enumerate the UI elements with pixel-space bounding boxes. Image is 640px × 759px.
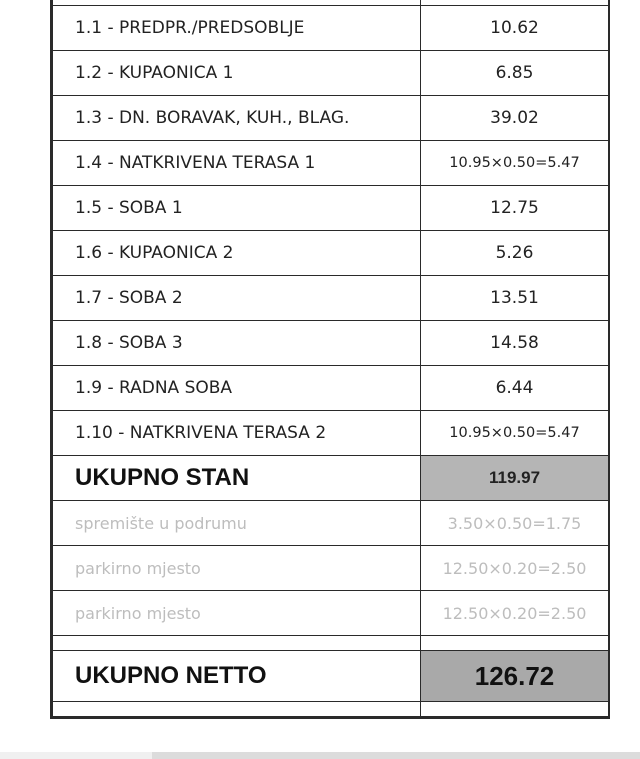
room-area: 39.02	[421, 96, 609, 141]
table-row	[53, 231, 609, 276]
table-row	[53, 141, 609, 186]
room-label: 1.8 - SOBA 3	[53, 321, 421, 366]
room-label: 1.5 - SOBA 1	[53, 186, 421, 231]
room-label: 1.2 - KUPAONICA 1	[53, 51, 421, 96]
room-area: 6.44	[421, 366, 609, 411]
total-apartment-value: 119.97	[421, 456, 609, 501]
table-row	[53, 6, 609, 51]
room-area: 12.75	[421, 186, 609, 231]
room-area: 10.95×0.50=5.47	[421, 141, 609, 186]
table-cell	[421, 702, 609, 717]
total-apartment-label: UKUPNO STAN	[53, 456, 421, 501]
table-cell	[421, 636, 609, 651]
total-net-value: 126.72	[421, 651, 609, 702]
total-apartment-row	[53, 456, 609, 501]
table-cell	[53, 702, 421, 717]
room-area: 5.26	[421, 231, 609, 276]
room-label: 1.1 - PREDPR./PREDSOBLJE	[53, 6, 421, 51]
table-row	[53, 186, 609, 231]
area-table-sheet	[50, 0, 610, 719]
room-label: 1.3 - DN. BORAVAK, KUH., BLAG.	[53, 96, 421, 141]
extra-area: 3.50×0.50=1.75	[421, 501, 609, 546]
room-label: 1.9 - RADNA SOBA	[53, 366, 421, 411]
room-label: 1.7 - SOBA 2	[53, 276, 421, 321]
room-area-table	[52, 0, 609, 717]
room-label: 1.10 - NATKRIVENA TERASA 2	[53, 411, 421, 456]
table-row	[53, 51, 609, 96]
extra-label: parkirno mjesto	[53, 546, 421, 591]
total-net-row	[53, 651, 609, 702]
room-area: 14.58	[421, 321, 609, 366]
total-net-label: UKUPNO NETTO	[53, 651, 421, 702]
room-area: 10.62	[421, 6, 609, 51]
extra-label: parkirno mjesto	[53, 591, 421, 636]
room-area: 13.51	[421, 276, 609, 321]
extra-area: 12.50×0.20=2.50	[421, 546, 609, 591]
extra-area: 12.50×0.20=2.50	[421, 591, 609, 636]
extra-label: spremište u podrumu	[53, 501, 421, 546]
spacer-row	[53, 636, 609, 651]
table-row	[53, 276, 609, 321]
extra-row	[53, 501, 609, 546]
room-area: 6.85	[421, 51, 609, 96]
table-row	[53, 411, 609, 456]
room-area: 10.95×0.50=5.47	[421, 411, 609, 456]
table-row	[53, 366, 609, 411]
table-cell	[53, 636, 421, 651]
spacer-row	[53, 702, 609, 717]
room-label: 1.4 - NATKRIVENA TERASA 1	[53, 141, 421, 186]
bottom-strip-left	[0, 752, 152, 759]
table-row	[53, 96, 609, 141]
extra-row	[53, 546, 609, 591]
table-row	[53, 321, 609, 366]
room-label: 1.6 - KUPAONICA 2	[53, 231, 421, 276]
bottom-strip	[152, 752, 640, 759]
extra-row	[53, 591, 609, 636]
